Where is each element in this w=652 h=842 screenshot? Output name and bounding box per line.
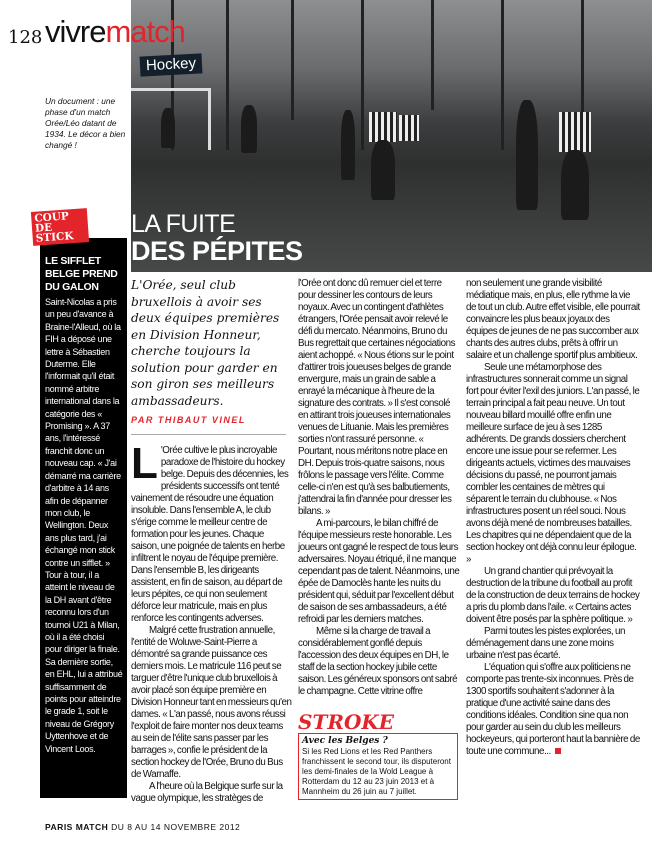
stroke-body: Si les Red Lions et les Red Panthers franchissent le second tour, ils disputeront les demi-finales de la Wold League à Rotterdam du 12 au 23 juin 2013 et à Mannheim du 26 juin au 7 juillet.	[302, 747, 451, 796]
sidebar-title: LE SIFFLET BELGE PREND DU GALON	[45, 255, 118, 293]
paragraph: A mi-parcours, le bilan chiffré de l'équipe messieurs reste honorable. Les joueurs ont gagné le respect de tous leurs adversaires. Noyau étriqué, il ne manque cependant pas de talent. Néanmoins, une épée de Damoclès hante les nuits du président qui, séduit par l'excellent début de saison de ses ambassadeurs, a été refroidi par les derniers matches.	[298, 518, 460, 625]
paragraph: non seulement une grande visibilité médiatique mais, en plus, elle rythme la vie de tout un club. Autre effet visible, elle pourrait convaincre les plus beaux joyaux des équipes de jeunes de ne pas succomber aux chants des autres clubs, prêts à offrir un salaire et un challenge sportif plus ambitieux.	[466, 278, 640, 361]
end-mark-icon	[555, 748, 561, 754]
sidebar-tag: COUP DE STICK	[31, 208, 89, 246]
title-line-1: LA FUITE	[131, 210, 236, 238]
paragraph: Même si la charge de travail a considérablement gonflé depuis l'accession des deux équipes en DH, le staff de la section hockey jubile cette saison. Les généreux sponsors ont sabré le champagne. Cette vitrine offre	[298, 626, 458, 697]
paragraph: Seule une métamorphose des infrastructures sonnerait comme un signal fort pour éviter l'exil des juniors. L'an passé, le terrain principal a fait peau neuve. Un tout nouveau billard mouillé offre enfin une meilleure surface de jeu à ses 1285 adhérents. De grands dossiers cherchent encore une issue pour se refermer. Les dirigeants actuels, victimes des mauvaises décisions du passé, ne pourront jamais combler les centaines de mètres qui séparent le terrain du clubhouse. « Nos infrastructures posent un réel souci. Nous avons déjà mené de nombreuses batailles. Les chapitres qui ne dépendaient que de la section hockey ont déjà connu leur épilogue. »	[466, 362, 640, 565]
paragraph: Malgré cette frustration annuelle, l'entité de Woluwe-Saint-Pierre a démontré sa grande puissance ces derniers mois. Le matricule 116 peut se targuer d'être l'unique club bruxellois à avoir placé son équipe première en Division Honneur tant en messieurs qu'en dames. « L'an passé, nous avons réussi l'exploit de faire monter nos deux teams au sein de l'élite sans passer par les barrages », confie le président de la section hockey de l'Orée, Bruno du Bus de Warnaffe.	[131, 625, 292, 780]
magazine-section-logo	[45, 14, 185, 50]
page-footer	[45, 822, 240, 832]
sidebar-box	[40, 238, 127, 798]
paragraph: l'Orée ont donc dû remuer ciel et terre pour dessiner les contours de leurs noyaux. Avec un contingent d'athlètes étrangers, l'Orée pensait avoir relevé le défi du mercato. Néanmoins, Bruno du Bus regrettait que certaines négociations aient achoppé. « Nous étions sur le point d'attirer trois joueuses belges de grande envergure, mais un grain de sable a enrayé la mécanique à l'heure de la signature des contrats. » Il s'est consolé en attirant trois joueuses internationales venues de Lituanie. Mais les premières sorties n'ont rassuré personne. « Pourtant, nous méritons notre place en DH. Depuis trois-quatre saisons, nous frôlons le passage vers l'élite. Comme celle-ci n'en est qu'à ses balbutiements, j'attendrai la fin d'année pour dresser les bilans. »	[298, 278, 456, 517]
paragraph	[131, 439, 293, 625]
stroke-label: STROKE	[298, 710, 394, 734]
brand-vivre: vivre	[45, 14, 106, 49]
issue-date: DU 8 AU 14 NOVEMBRE 2012	[108, 822, 241, 832]
paragraph	[466, 662, 640, 758]
paragraph: Un grand chantier qui prévoyait la destruction de la tribune du football au profit de la construction de deux terrains de hockey a pris du plomb dans l'aile. « Certains actes doivent être posés par la sphère politique. »	[466, 566, 640, 625]
brand-match: match	[105, 14, 185, 49]
title-line-2: DES PÉPITES	[131, 236, 303, 266]
page-number: 128	[8, 27, 43, 48]
article-column-3	[466, 278, 640, 758]
paragraph-text: L'équation qui s'offre aux politiciens ne comporte pas trente-six inconnues. Près de 1300 sportifs souhaitent s'adonner à la pratique d'une activité saine dans des conditions idéales. Condition sine qua non pour garder au sein du club les meilleurs hockeyeurs, qui porteront haut la bannière de toute une commune...	[466, 662, 640, 757]
drop-cap: L	[131, 439, 158, 488]
paragraph-text: 'Orée cultive le plus incroyable paradoxe de l'histoire du hockey belge. Depuis des décennies, les présidents successifs ont tenté vainement de résoudre une équation insoluble. Dans l'ensemble A, le club s'érige comme le meilleur centre de formation pour les jeunes. Chaque saison, une poignée de talents en herbe infiltrent le noyau de l'équipe première. Dans l'ensemble B, les dirigeants assistent, en fin de saison, au départ de leurs pépites, ce qui non seulement déforce leur matricule, mais en plus renforce les contingents adverses.	[131, 445, 289, 624]
paragraph: A l'heure où la Belgique surfe sur la vague olympique, les stratèges de	[131, 781, 283, 804]
photo-caption: Un document : une phase d'un match Orée/Léo datant de 1934. Le décor a bien changé !	[45, 96, 126, 150]
byline-prefix: PAR	[131, 415, 158, 425]
byline-author: THIBAUT VINEL	[157, 415, 246, 425]
rubric-label: Hockey	[140, 53, 203, 76]
article-column-2	[298, 278, 460, 698]
middle-article-area	[298, 278, 460, 800]
publication-name: PARIS MATCH	[45, 822, 109, 832]
stroke-title: Avec les Belges ?	[302, 736, 388, 746]
sidebar-body: Saint-Nicolas a pris un peu d'avance à Braine-l'Alleud, où la FIH a déposé une lettre à Sébastien Duterme. Elle l'informait qu'il était nommé arbitre international dans la catégorie des « Promising ». A 37 ans, l'intéressé franchit donc un nouveau cap. « J'ai démarré ma carrière d'arbitre à 14 ans afin de dépanner mon club, le Wellington. Deux ans plus tard, j'ai échangé mon stick contre un sifflet. » Tour à tour, il a atteint le niveau de la DH avant d'être reconnu lors d'un tournoi U21 à Milan, où il a été choisi pour diriger la finale. Sa dernière sortie, en EHL, lui a attribué suffisamment de points pour atteindre le grade 1, soit le niveau de Grégory Uyttenhove et de Vincent Loos.	[45, 297, 123, 754]
left-article-area	[131, 277, 293, 805]
article-title	[131, 212, 303, 265]
stroke-box	[298, 733, 458, 800]
paragraph: Parmi toutes les pistes explorées, un déménagement dans une zone moins urbaine n'est pas écarté.	[466, 626, 625, 661]
byline	[131, 415, 286, 435]
article-lead: L'Orée, seul club bruxellois à avoir ses deux équipes premières en Division Honneur, cherche toujours la solution pour garder en son giron ses meilleurs ambassadeurs.	[131, 278, 280, 408]
article-column-1	[131, 439, 293, 805]
